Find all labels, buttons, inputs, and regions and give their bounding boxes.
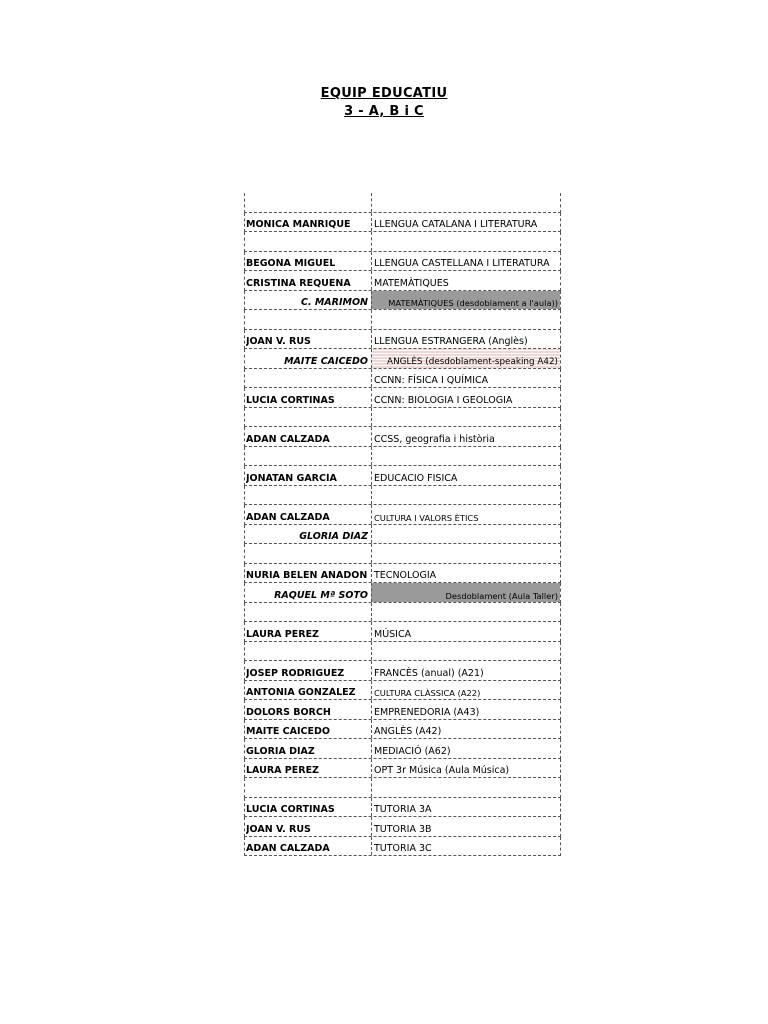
subject-cell [371, 778, 560, 797]
subject-cell [371, 408, 560, 427]
teacher-name: JOSEP RODRÍGUEZ [246, 667, 345, 679]
subject-name: EMPRENEDORIA (A43) [374, 706, 480, 718]
subject-name: LLENGUA CASTELLANA I LITERATURA [374, 258, 550, 269]
subject-cell [371, 271, 560, 290]
subject-name: FRANCÈS (anual) (A21) [374, 667, 484, 679]
subject-cell [371, 232, 560, 251]
page-title: EQUIP EDUCATIU [320, 86, 448, 101]
subject-name: EDUCACIO FISICA [374, 472, 458, 484]
table-row [244, 310, 561, 330]
subject-cell [371, 700, 560, 719]
table-row [244, 642, 561, 662]
table-row [244, 778, 561, 798]
subject-name: CULTURA CLÀSSICA (A22) [374, 688, 481, 698]
table-row [244, 700, 561, 720]
subject-name: TUTORIA 3B [374, 823, 432, 835]
subject-cell [371, 720, 560, 739]
teacher-name: LAURA PÉREZ [246, 765, 319, 776]
table-row [244, 583, 561, 603]
table-row [244, 232, 561, 252]
subject-name: TUTORIA 3C [374, 843, 432, 854]
subject-name: Desdoblament (Aula Taller) [445, 590, 558, 601]
table-row [244, 213, 561, 233]
subject-cell [371, 369, 560, 388]
teacher-name: MAITE CAICEDO [284, 355, 368, 367]
teacher-name: CRISTINA REQUENA [246, 277, 351, 289]
subject-name: MEDIACIÓ (A62) [374, 745, 451, 757]
subject-name: OPT 3r Música (Aula Música) [374, 765, 510, 776]
table-row [244, 466, 561, 486]
table-row [244, 447, 561, 467]
subject-cell [371, 544, 560, 563]
table-row [244, 388, 561, 408]
teacher-name: C. MARIMON [300, 297, 368, 308]
table-row [244, 408, 561, 428]
subject-name: MATEMÀTIQUES (desdoblament a l'aula)) [388, 298, 558, 308]
subject-cell [371, 837, 560, 856]
teacher-name: RAQUEL Mª SOTO [274, 589, 368, 601]
teacher-name: ANTONIA GONZÁLEZ [246, 687, 356, 698]
subject-name: MATEMÀTIQUES [374, 277, 449, 289]
subject-name: CCSS, geografia i història [374, 433, 495, 445]
teacher-name: GLÒRIA DÍAZ [246, 745, 315, 757]
table-row [244, 271, 561, 291]
subject-cell [371, 798, 560, 817]
subject-cell [371, 330, 560, 349]
subject-name: ANGLÈS (desdoblament-speaking A42) [387, 356, 558, 367]
teacher-name: ADAN CALZADA [246, 433, 330, 445]
subject-name: MÚSICA [374, 628, 412, 640]
subject-cell [371, 642, 560, 661]
subject-cell [371, 447, 560, 466]
table-row [244, 603, 561, 623]
subject-cell [371, 310, 560, 329]
subject-name: LLENGUA CATALANA I LITERATURA [374, 219, 538, 230]
subject-cell [371, 739, 560, 758]
table-row [244, 291, 561, 311]
teacher-name: ADAN CALZADA [246, 511, 330, 523]
table-row [244, 759, 561, 779]
teacher-name: JOAN V. RUS [246, 823, 311, 835]
teacher-name: LAURA PÉREZ [246, 628, 319, 640]
staff-table [244, 193, 561, 856]
subject-cell [371, 564, 560, 583]
table-row [244, 837, 561, 857]
table-row [244, 661, 561, 681]
table-row [244, 369, 561, 389]
teacher-name: MAITE CAICEDO [246, 726, 330, 737]
table-row [244, 681, 561, 701]
subject-cell [371, 388, 560, 407]
table-row [244, 525, 561, 545]
subject-cell [371, 622, 560, 641]
teacher-name: LUCÍA CORTINAS [246, 394, 335, 406]
teacher-name: ADAN CALZADA [246, 843, 330, 854]
subject-name: ANGLÈS (A42) [374, 726, 442, 737]
teacher-name: LUCÍA CORTINAS [246, 804, 335, 815]
subject-name: LLENGUA ESTRANGERA (Anglès) [374, 336, 528, 347]
subject-cell [371, 759, 560, 778]
subject-cell [371, 486, 560, 505]
table-row [244, 739, 561, 759]
subject-cell [371, 525, 560, 544]
subject-name: TECNOLOGIA [374, 570, 437, 581]
teacher-name: DOLORS BORCH [246, 706, 331, 718]
subject-cell [371, 817, 560, 836]
subject-cell [371, 661, 560, 680]
teacher-name: NÚRIA BELÉN ANADÓN [246, 570, 368, 581]
table-row [244, 564, 561, 584]
subject-cell [371, 252, 560, 271]
subject-cell [371, 681, 560, 700]
teacher-name: JONATAN GARCÍA [246, 472, 337, 484]
subject-cell [371, 291, 560, 310]
teacher-name: GLÒRIA DÍAZ [299, 531, 368, 542]
table-row [244, 622, 561, 642]
table-row [244, 330, 561, 350]
subject-cell [371, 466, 560, 485]
subject-cell [371, 505, 560, 524]
subject-cell [371, 583, 560, 602]
table-row [244, 798, 561, 818]
subject-name: CCNN: FÍSICA I QUÍMICA [374, 375, 489, 386]
teacher-name: BEGOÑA MIGUEL [246, 258, 336, 269]
subject-name: TUTORIA 3A [374, 804, 432, 815]
subject-cell [371, 427, 560, 446]
subject-cell [371, 603, 560, 622]
page-subtitle: 3 - A, B i C [344, 104, 424, 119]
subject-cell [371, 213, 560, 232]
subject-cell [371, 349, 560, 368]
table-row [244, 720, 561, 740]
table-row [244, 505, 561, 525]
table-row [244, 544, 561, 564]
table-row [244, 427, 561, 447]
teacher-name: MÒNICA MANRIQUE [246, 219, 351, 230]
table-row [244, 349, 561, 369]
subject-cell [371, 193, 560, 212]
table-row [244, 193, 561, 213]
teacher-name: JOAN V. RUS [246, 336, 311, 347]
subject-name: CULTURA I VALORS ÈTICS [374, 512, 479, 523]
subject-name: CCNN: BIOLOGIA I GEOLOGIA [374, 394, 513, 406]
table-row [244, 486, 561, 506]
table-row [244, 817, 561, 837]
table-row [244, 252, 561, 272]
